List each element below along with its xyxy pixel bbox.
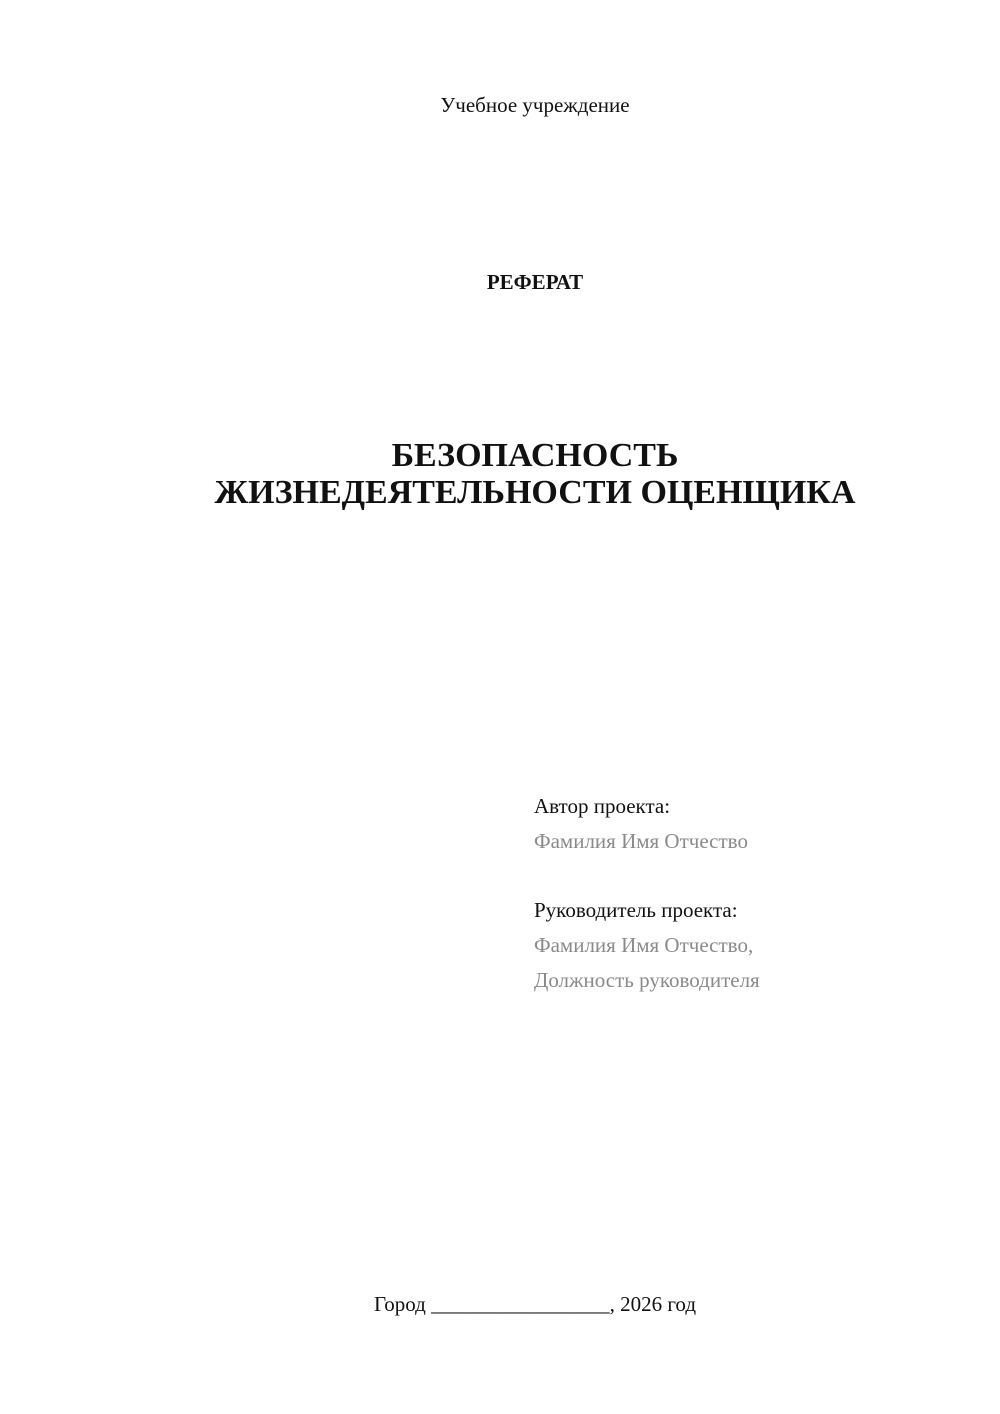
supervisor-position: Должность руководителя [534, 968, 760, 992]
title-line-2: ЖИЗНЕДЕЯТЕЛЬНОСТИ ОЦЕНЩИКА [214, 474, 856, 511]
credits-block [534, 789, 760, 998]
credits-spacer [534, 859, 760, 893]
author-label: Автор проекта: [534, 794, 671, 818]
document-title [0, 437, 1000, 511]
title-line-1: БЕЗОПАСНОСТЬ [391, 437, 679, 474]
supervisor-name: Фамилия Имя Отчество, [534, 933, 754, 957]
document-type: РЕФЕРАТ [486, 270, 584, 294]
city-year-line: Город _________________, 2026 год [373, 1292, 697, 1316]
author-name: Фамилия Имя Отчество [534, 829, 748, 853]
supervisor-label: Руководитель проекта: [534, 898, 738, 922]
institution-name: Учебное учреждение [440, 93, 630, 117]
